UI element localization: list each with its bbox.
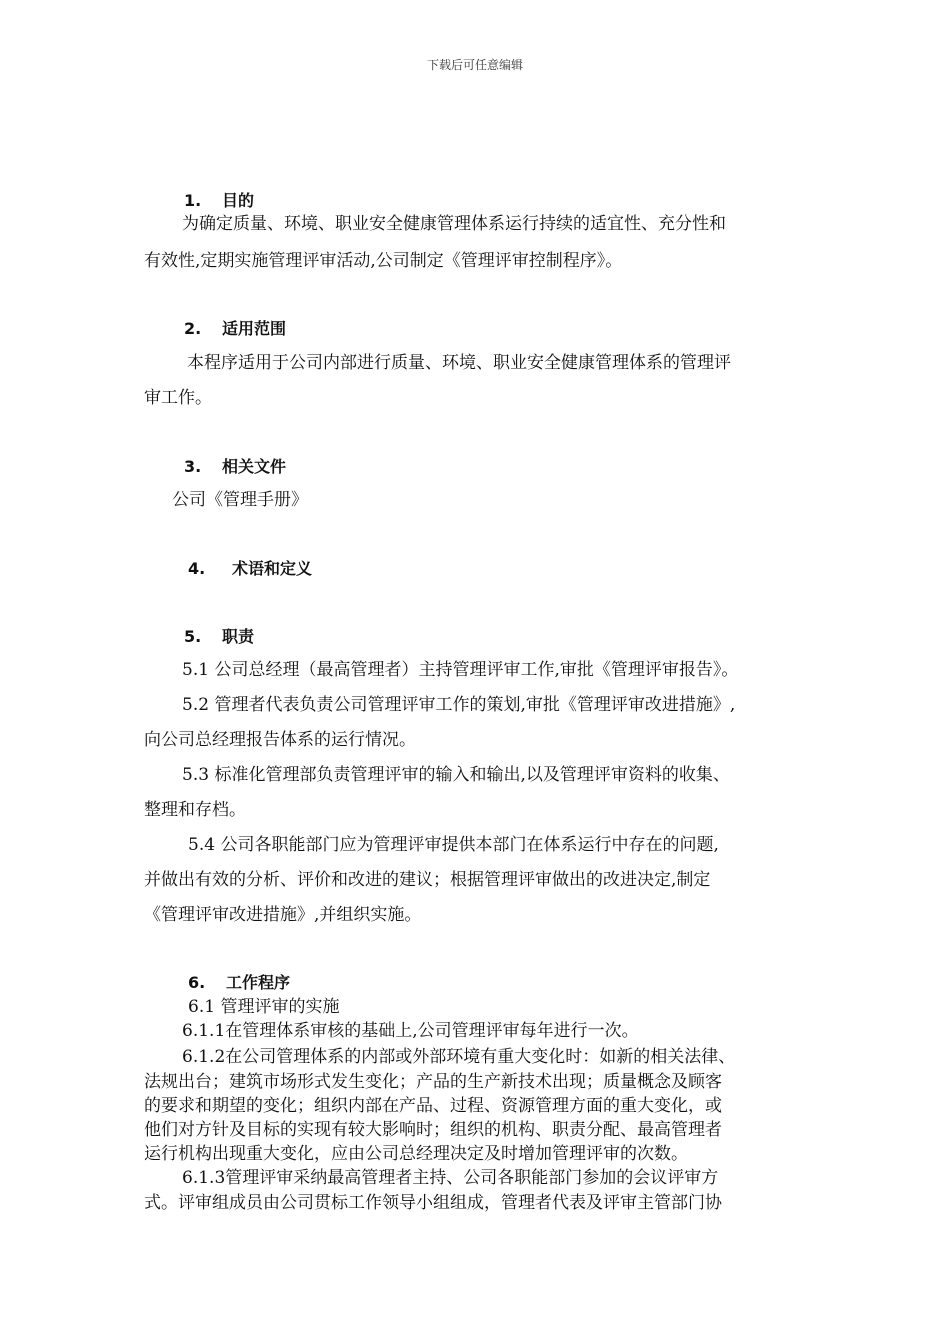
section-3-para-line: 公司《管理手册》: [172, 490, 308, 510]
section-2-para-line: 审工作。: [144, 388, 212, 408]
section-6-line: 6.1 管理评审的实施: [188, 997, 340, 1017]
section-2-number: 2.: [184, 319, 202, 338]
section-3-number: 3.: [184, 457, 202, 476]
section-3-heading: [184, 456, 286, 478]
section-6-heading: [188, 972, 290, 994]
section-4-title: 术语和定义: [232, 559, 313, 578]
section-1-heading: [184, 190, 254, 212]
section-3-title: 相关文件: [222, 457, 287, 476]
section-6-line: 6.1.2在公司管理体系的内部或外部环境有重大变化时：如新的相关法律、: [182, 1047, 736, 1067]
section-5-item-line: 并做出有效的分析、评价和改进的建议；根据管理评审做出的改进决定,制定: [144, 870, 711, 890]
section-5-number: 5.: [184, 627, 202, 646]
section-4-number: 4.: [188, 559, 206, 578]
section-1-title: 目的: [222, 191, 255, 210]
section-6-title: 工作程序: [226, 973, 291, 992]
section-5-item-line: 5.3 标准化管理部负责管理评审的输入和输出,以及管理评审资料的收集、: [182, 765, 730, 785]
section-6-line: 6.1.3管理评审采纳最高管理者主持、公司各职能部门参加的会议评审方: [182, 1168, 719, 1188]
section-6-line: 6.1.1在管理体系审核的基础上,公司管理评审每年进行一次。: [182, 1021, 639, 1041]
section-5-item-line: 5.2 管理者代表负责公司管理评审工作的策划,审批《管理评审改进措施》,: [182, 695, 736, 715]
section-2-title: 适用范围: [222, 319, 287, 338]
section-6-line: 式。评审组成员由公司贯标工作领导小组组成，管理者代表及评审主管部门协: [144, 1193, 722, 1213]
section-1-para-line: 为确定质量、环境、职业安全健康管理体系运行持续的适宜性、充分性和: [182, 214, 726, 234]
section-6-line: 他们对方针及目标的实现有较大影响时；组织的机构、职责分配、最高管理者: [144, 1120, 722, 1140]
section-5-item-line: 《管理评审改进措施》,并组织实施。: [144, 905, 422, 925]
section-5-heading: [184, 626, 254, 648]
section-1-para-line: 有效性,定期实施管理评审活动,公司制定《管理评审控制程序》。: [144, 251, 623, 271]
section-5-title: 职责: [222, 627, 255, 646]
section-1-number: 1.: [184, 191, 202, 210]
section-6-line: 法规出台；建筑市场形式发生变化；产品的生产新技术出现；质量概念及顾客: [144, 1072, 722, 1092]
section-6-line: 运行机构出现重大变化，应由公司总经理决定及时增加管理评审的次数。: [144, 1144, 688, 1164]
section-2-para-line: 本程序适用于公司内部进行质量、环境、职业安全健康管理体系的管理评: [187, 353, 731, 373]
page-header: 下载后可任意编辑: [426, 58, 523, 72]
section-4-heading: [188, 558, 312, 580]
section-5-item-line: 整理和存档。: [144, 800, 246, 820]
section-6-line: 的要求和期望的变化；组织内部在产品、过程、资源管理方面的重大变化，或: [144, 1096, 722, 1116]
section-5-item-line: 向公司总经理报告体系的运行情况。: [144, 730, 416, 750]
section-2-heading: [184, 318, 286, 340]
section-6-number: 6.: [188, 973, 206, 992]
section-5-item-line: 5.4 公司各职能部门应为管理评审提供本部门在体系运行中存在的问题,: [188, 835, 719, 855]
section-5-item-line: 5.1 公司总经理（最高管理者）主持管理评审工作,审批《管理评审报告》。: [182, 660, 739, 680]
